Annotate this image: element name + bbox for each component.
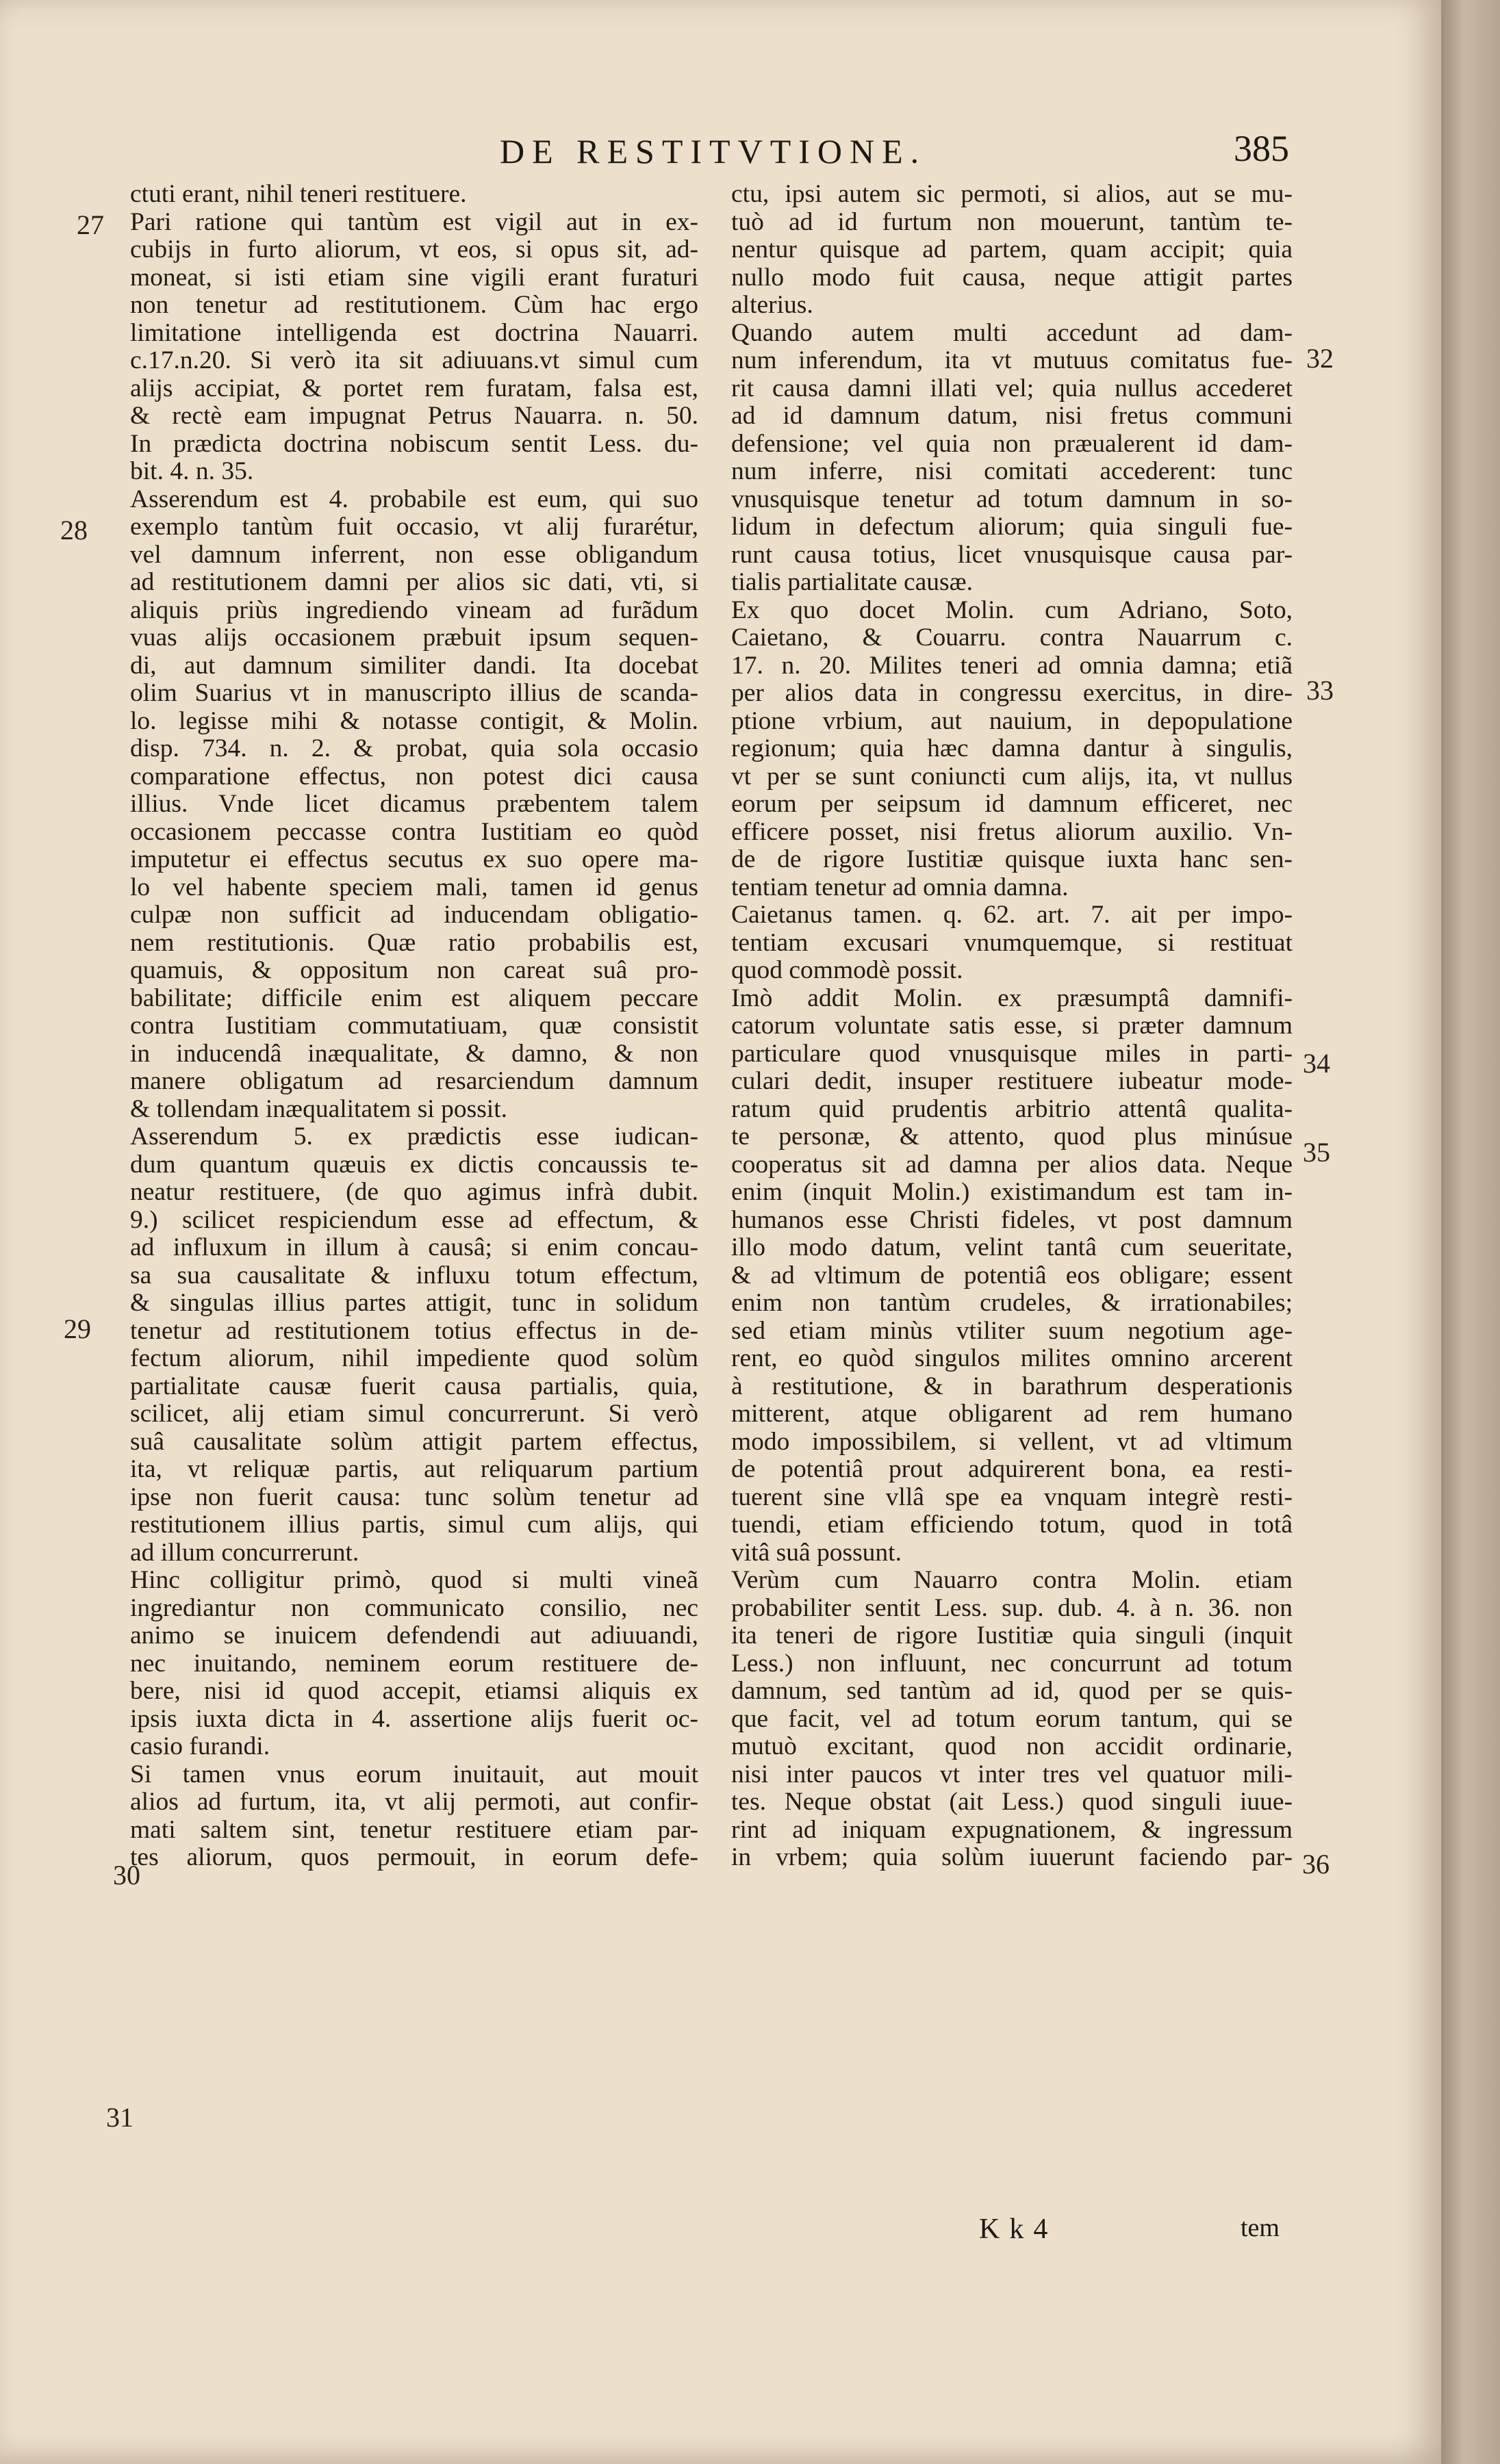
- text-line: & singulas illius partes attigit, tunc in solidum: [130, 1289, 698, 1317]
- text-line: nec inuitando, neminem eorum restituere de-: [130, 1650, 698, 1678]
- text-line: nentur quisque ad partem, quam accipit; quia: [731, 236, 1293, 264]
- text-line: ingrediantur non communicato consilio, nec: [130, 1594, 698, 1622]
- margin-number-33: 33: [1306, 675, 1334, 706]
- text-line: in vrbem; quia solùm iuuerunt faciendo par-: [731, 1844, 1293, 1871]
- text-line: te personæ, & attento, quod plus minúsue: [731, 1123, 1293, 1151]
- text-line: tentiam excusari vnumquemque, si restituat: [731, 929, 1293, 957]
- text-line: probabiliter sentit Less. sup. dub. 4. à n. 36. non: [731, 1594, 1293, 1622]
- text-line: sa sua causalitate & influxu totum effectum,: [130, 1261, 698, 1289]
- text-line: vel damnum inferrent, non esse obligandum: [130, 541, 698, 569]
- text-line: lidum in defectum aliorum; quia singuli fue-: [731, 513, 1293, 541]
- text-line: mutuò excitant, quod non accidit ordinarie,: [731, 1733, 1293, 1760]
- text-line: babilitate; difficile enim est aliquem peccare: [130, 984, 698, 1012]
- text-line: tes aliorum, quos permouit, in eorum defe-: [130, 1844, 698, 1871]
- page-edge: [1441, 0, 1500, 2464]
- text-line: Asserendum 5. ex prædictis esse iudican-: [130, 1123, 698, 1151]
- text-line: ctuti erant, nihil teneri restituere.: [130, 181, 467, 208]
- text-line: culpæ non sufficit ad inducendam obligatio-: [130, 901, 698, 929]
- text-line: defensione; vel quia non præualerent id dam-: [731, 430, 1293, 458]
- text-line: occasionem peccasse contra Iustitiam eo quòd: [130, 818, 698, 846]
- text-line: & rectè eam impugnat Petrus Nauarra. n. 50.: [130, 402, 698, 430]
- text-line: scilicet, alij etiam simul concurrerunt. Si verò: [130, 1400, 698, 1428]
- text-line: In prædicta doctrina nobiscum sentit Less. du-: [130, 430, 698, 458]
- margin-number-28: 28: [60, 515, 88, 546]
- text-line: Imò addit Molin. ex præsumptâ damnifi-: [731, 984, 1293, 1012]
- text-line: disp. 734. n. 2. & probat, quia sola occasio: [130, 735, 698, 762]
- text-line: ipsis iuxta dicta in 4. assertione alijs fuerit oc-: [130, 1705, 698, 1733]
- text-line: ctu, ipsi autem sic permoti, si alios, aut se mu-: [731, 181, 1293, 208]
- text-line: 17. n. 20. Milites teneri ad omnia damna; etiã: [731, 652, 1293, 680]
- text-line: Pari ratione qui tantùm est vigil aut in ex-: [130, 208, 698, 236]
- text-line: dum quantum quæuis ex dictis concaussis te-: [130, 1151, 698, 1179]
- text-line: contra Iustitiam commutatiuam, quæ consistit: [130, 1012, 698, 1040]
- text-line: quamuis, & oppositum non careat suâ pro-: [130, 957, 698, 984]
- text-line: ad illum concurrerunt.: [130, 1539, 359, 1567]
- text-line: tentiam tenetur ad omnia damna.: [731, 873, 1069, 901]
- text-line: c.17.n.20. Si verò ita sit adiuuans.vt simul cum: [130, 347, 698, 374]
- text-line: aliquis priùs ingrediendo vineam ad furãdum: [130, 596, 698, 624]
- text-line: limitatione intelligenda est doctrina Nauarri.: [130, 319, 698, 347]
- text-line: alijs accipiat, & portet rem furatam, falsa est,: [130, 374, 698, 402]
- text-line: culari dedit, insuper restituere iubeatur mode-: [731, 1068, 1293, 1095]
- text-line: non tenetur ad restitutionem. Cùm hac ergo: [130, 292, 698, 319]
- text-line: partialitate causæ fuerit causa partialis, quia,: [130, 1372, 698, 1400]
- text-line: Hinc colligitur primò, quod si multi vineã: [130, 1567, 698, 1594]
- page-number: 385: [1234, 128, 1289, 169]
- text-line: nullo modo fuit causa, neque attigit partes: [731, 264, 1293, 292]
- text-line: imputetur ei effectus secutus ex suo opere ma-: [130, 846, 698, 873]
- text-line: runt causa totius, licet vnusquisque causa par-: [731, 541, 1293, 569]
- text-line: di, aut damnum similiter dandi. Ita docebat: [130, 652, 698, 680]
- margin-number-31: 31: [106, 2102, 134, 2133]
- text-line: à restitutione, & in barathrum desperationis: [731, 1372, 1293, 1400]
- text-line: fectum aliorum, nihil impediente quod solùm: [130, 1345, 698, 1372]
- text-line: num inferendum, ita vt mutuus comitatus fue-: [731, 347, 1293, 374]
- text-line: olim Suarius vt in manuscripto illius de scanda-: [130, 680, 698, 707]
- text-line: particulare quod vnusquisque miles in parti-: [731, 1040, 1293, 1068]
- text-line: bere, nisi id quod accepit, etiamsi aliquis ex: [130, 1678, 698, 1705]
- text-line: efficere posset, nisi fretus aliorum auxilio. Vn-: [731, 818, 1293, 846]
- text-line: Caietanus tamen. q. 62. art. 7. ait per impo-: [731, 901, 1293, 929]
- right-column: [731, 181, 1293, 1872]
- text-line: illius. Vnde licet dicamus præbentem talem: [130, 791, 698, 818]
- text-line: nisi inter paucos vt inter tres vel quatuor mili-: [731, 1760, 1293, 1788]
- text-line: catorum voluntate satis esse, si præter damnum: [731, 1012, 1293, 1040]
- text-line: rit causa damni illati vel; quia nullus accederet: [731, 374, 1293, 402]
- text-line: cooperatus sit ad damna per alios data. Neque: [731, 1151, 1293, 1179]
- text-line: modo impossibilem, si vellent, vt ad vltimum: [731, 1428, 1293, 1456]
- text-line: Verùm cum Nauarro contra Molin. etiam: [731, 1567, 1293, 1594]
- text-line: ipse non fuerit causa: tunc solùm tenetur ad: [130, 1483, 698, 1511]
- text-line: ratum quid prudentis arbitrio attentâ qualita-: [731, 1095, 1293, 1123]
- text-line: de potentiâ prout adquirerent bona, ea resti-: [731, 1456, 1293, 1483]
- text-line: alterius.: [731, 292, 813, 319]
- text-line: ita teneri de rigore Iustitiæ quia singuli (inquit: [731, 1622, 1293, 1650]
- text-line: tuendi, etiam efficiendo totum, quod in totâ: [731, 1511, 1293, 1539]
- text-line: tes. Neque obstat (ait Less.) quod singuli iuue-: [731, 1788, 1293, 1816]
- text-line: ad id damnum datum, nisi fretus communi: [731, 402, 1293, 430]
- text-line: rint ad iniquam expugnationem, & ingressum: [731, 1816, 1293, 1844]
- text-line: eorum per seipsum id damnum efficeret, nec: [731, 791, 1293, 818]
- text-line: neatur restituere, (de quo agimus infrà dubit.: [130, 1179, 698, 1206]
- text-line: tenetur ad restitutionem totius effectus in de-: [130, 1317, 698, 1345]
- text-line: comparatione effectus, non potest dici causa: [130, 762, 698, 791]
- text-line: quod commodè possit.: [731, 957, 963, 984]
- text-line: ptione vrbium, aut nauium, in depopulatione: [731, 707, 1293, 735]
- margin-number-34: 34: [1303, 1048, 1330, 1079]
- text-line: bit. 4. n. 35.: [130, 458, 254, 485]
- text-line: enim non tantùm crudeles, & irrationabiles;: [731, 1289, 1293, 1317]
- text-line: illo modo datum, velint tantâ cum seueritate,: [731, 1234, 1293, 1261]
- margin-number-35: 35: [1303, 1137, 1330, 1168]
- margin-number-30: 30: [113, 1860, 140, 1890]
- text-line: vitâ suâ possunt.: [731, 1539, 902, 1567]
- text-line: enim (inquit Molin.) existimandum est tam in-: [731, 1179, 1293, 1206]
- text-line: vt per se sunt coniuncti cum alijs, ita, vt nullus: [731, 762, 1293, 791]
- text-line: ad restitutionem damni per alios sic dati, vti, si: [130, 569, 698, 596]
- text-line: tialis partialitate causæ.: [731, 569, 974, 596]
- text-line: damnum, sed tantùm ad id, quod per se quis-: [731, 1678, 1293, 1705]
- text-line: lo vel habente speciem mali, tamen id genus: [130, 873, 698, 901]
- text-line: Asserendum est 4. probabile est eum, qui suo: [130, 485, 698, 513]
- text-line: humanos esse Christi fideles, vt post damnum: [731, 1206, 1293, 1234]
- text-line: ad influxum in illum à causâ; si enim concau-: [130, 1234, 698, 1261]
- text-line: moneat, si isti etiam sine vigili erant furaturi: [130, 264, 698, 292]
- text-line: Quando autem multi accedunt ad dam-: [731, 319, 1293, 347]
- text-line: Caietano, & Couarru. contra Nauarrum c.: [731, 624, 1293, 652]
- margin-number-27: 27: [77, 209, 104, 240]
- text-line: vnusquisque tenetur ad totum damnum in so-: [731, 485, 1293, 513]
- text-line: & tollendam inæqualitatem si possit.: [130, 1095, 508, 1123]
- text-line: cubijs in furto aliorum, vt eos, si opus sit, ad-: [130, 236, 698, 264]
- text-line: sed etiam minùs vtiliter suum negotium age-: [731, 1317, 1293, 1345]
- margin-number-29: 29: [64, 1313, 91, 1344]
- text-line: Less.) non influunt, nec concurrunt ad totum: [731, 1650, 1293, 1678]
- text-line: alios ad furtum, ita, vt alij permoti, aut confir-: [130, 1788, 698, 1816]
- text-line: restitutionem illius partis, simul cum alijs, qui: [130, 1511, 698, 1539]
- text-line: tuò ad id furtum non mouerunt, tantùm te-: [731, 208, 1293, 236]
- text-line: regionum; quia hæc damna dantur à singulis,: [731, 735, 1293, 762]
- text-line: de de rigore Iustitiæ quisque iuxta hanc sen-: [731, 846, 1293, 873]
- catchword: tem: [1241, 2213, 1280, 2242]
- text-line: lo. legisse mihi & notasse contigit, & Molin.: [130, 707, 698, 735]
- text-line: Si tamen vnus eorum inuitauit, aut mouit: [130, 1760, 698, 1788]
- text-line: in inducendâ inæqualitate, & damno, & non: [130, 1040, 698, 1068]
- text-line: ita, vt reliquæ partis, aut reliquarum partium: [130, 1456, 698, 1483]
- text-line: que facit, vel ad totum eorum tantum, qui se: [731, 1705, 1293, 1733]
- margin-number-32: 32: [1306, 343, 1334, 374]
- text-line: manere obligatum ad resarciendum damnum: [130, 1068, 698, 1095]
- text-line: nem restitutionis. Quæ ratio probabilis est,: [130, 929, 698, 957]
- text-line: & ad vltimum de potentiâ eos obligare; essent: [731, 1261, 1293, 1289]
- text-line: exemplo tantùm fuit occasio, vt alij furarétur,: [130, 513, 698, 541]
- text-line: 9.) scilicet respiciendum esse ad effectum, &: [130, 1206, 698, 1234]
- text-line: rent, eo quòd singulos milites omnino arcerent: [731, 1345, 1293, 1372]
- text-line: casio furandi.: [130, 1733, 270, 1760]
- running-head: DE RESTITVTIONE.: [500, 132, 927, 170]
- text-line: suâ causalitate solùm attigit partem effectus,: [130, 1428, 698, 1456]
- text-line: mitterent, atque obligarent ad rem humano: [731, 1400, 1293, 1428]
- margin-number-36: 36: [1302, 1849, 1330, 1879]
- signature-mark: Kk4: [979, 2213, 1058, 2245]
- left-column: [130, 181, 698, 1872]
- text-line: vuas alijs occasionem præbuit ipsum sequen-: [130, 624, 698, 652]
- text-line: mati saltem sint, tenetur restituere etiam par-: [130, 1816, 698, 1844]
- text-line: animo se inuicem defendendi aut adiuuandi,: [130, 1622, 698, 1650]
- text-line: per alios data in congressu exercitus, in dire-: [731, 680, 1293, 707]
- text-line: num inferre, nisi comitati accederent: tunc: [731, 458, 1293, 485]
- text-line: Ex quo docet Molin. cum Adriano, Soto,: [731, 596, 1293, 624]
- text-line: tuerent sine vllâ spe ea vnquam integrè resti-: [731, 1483, 1293, 1511]
